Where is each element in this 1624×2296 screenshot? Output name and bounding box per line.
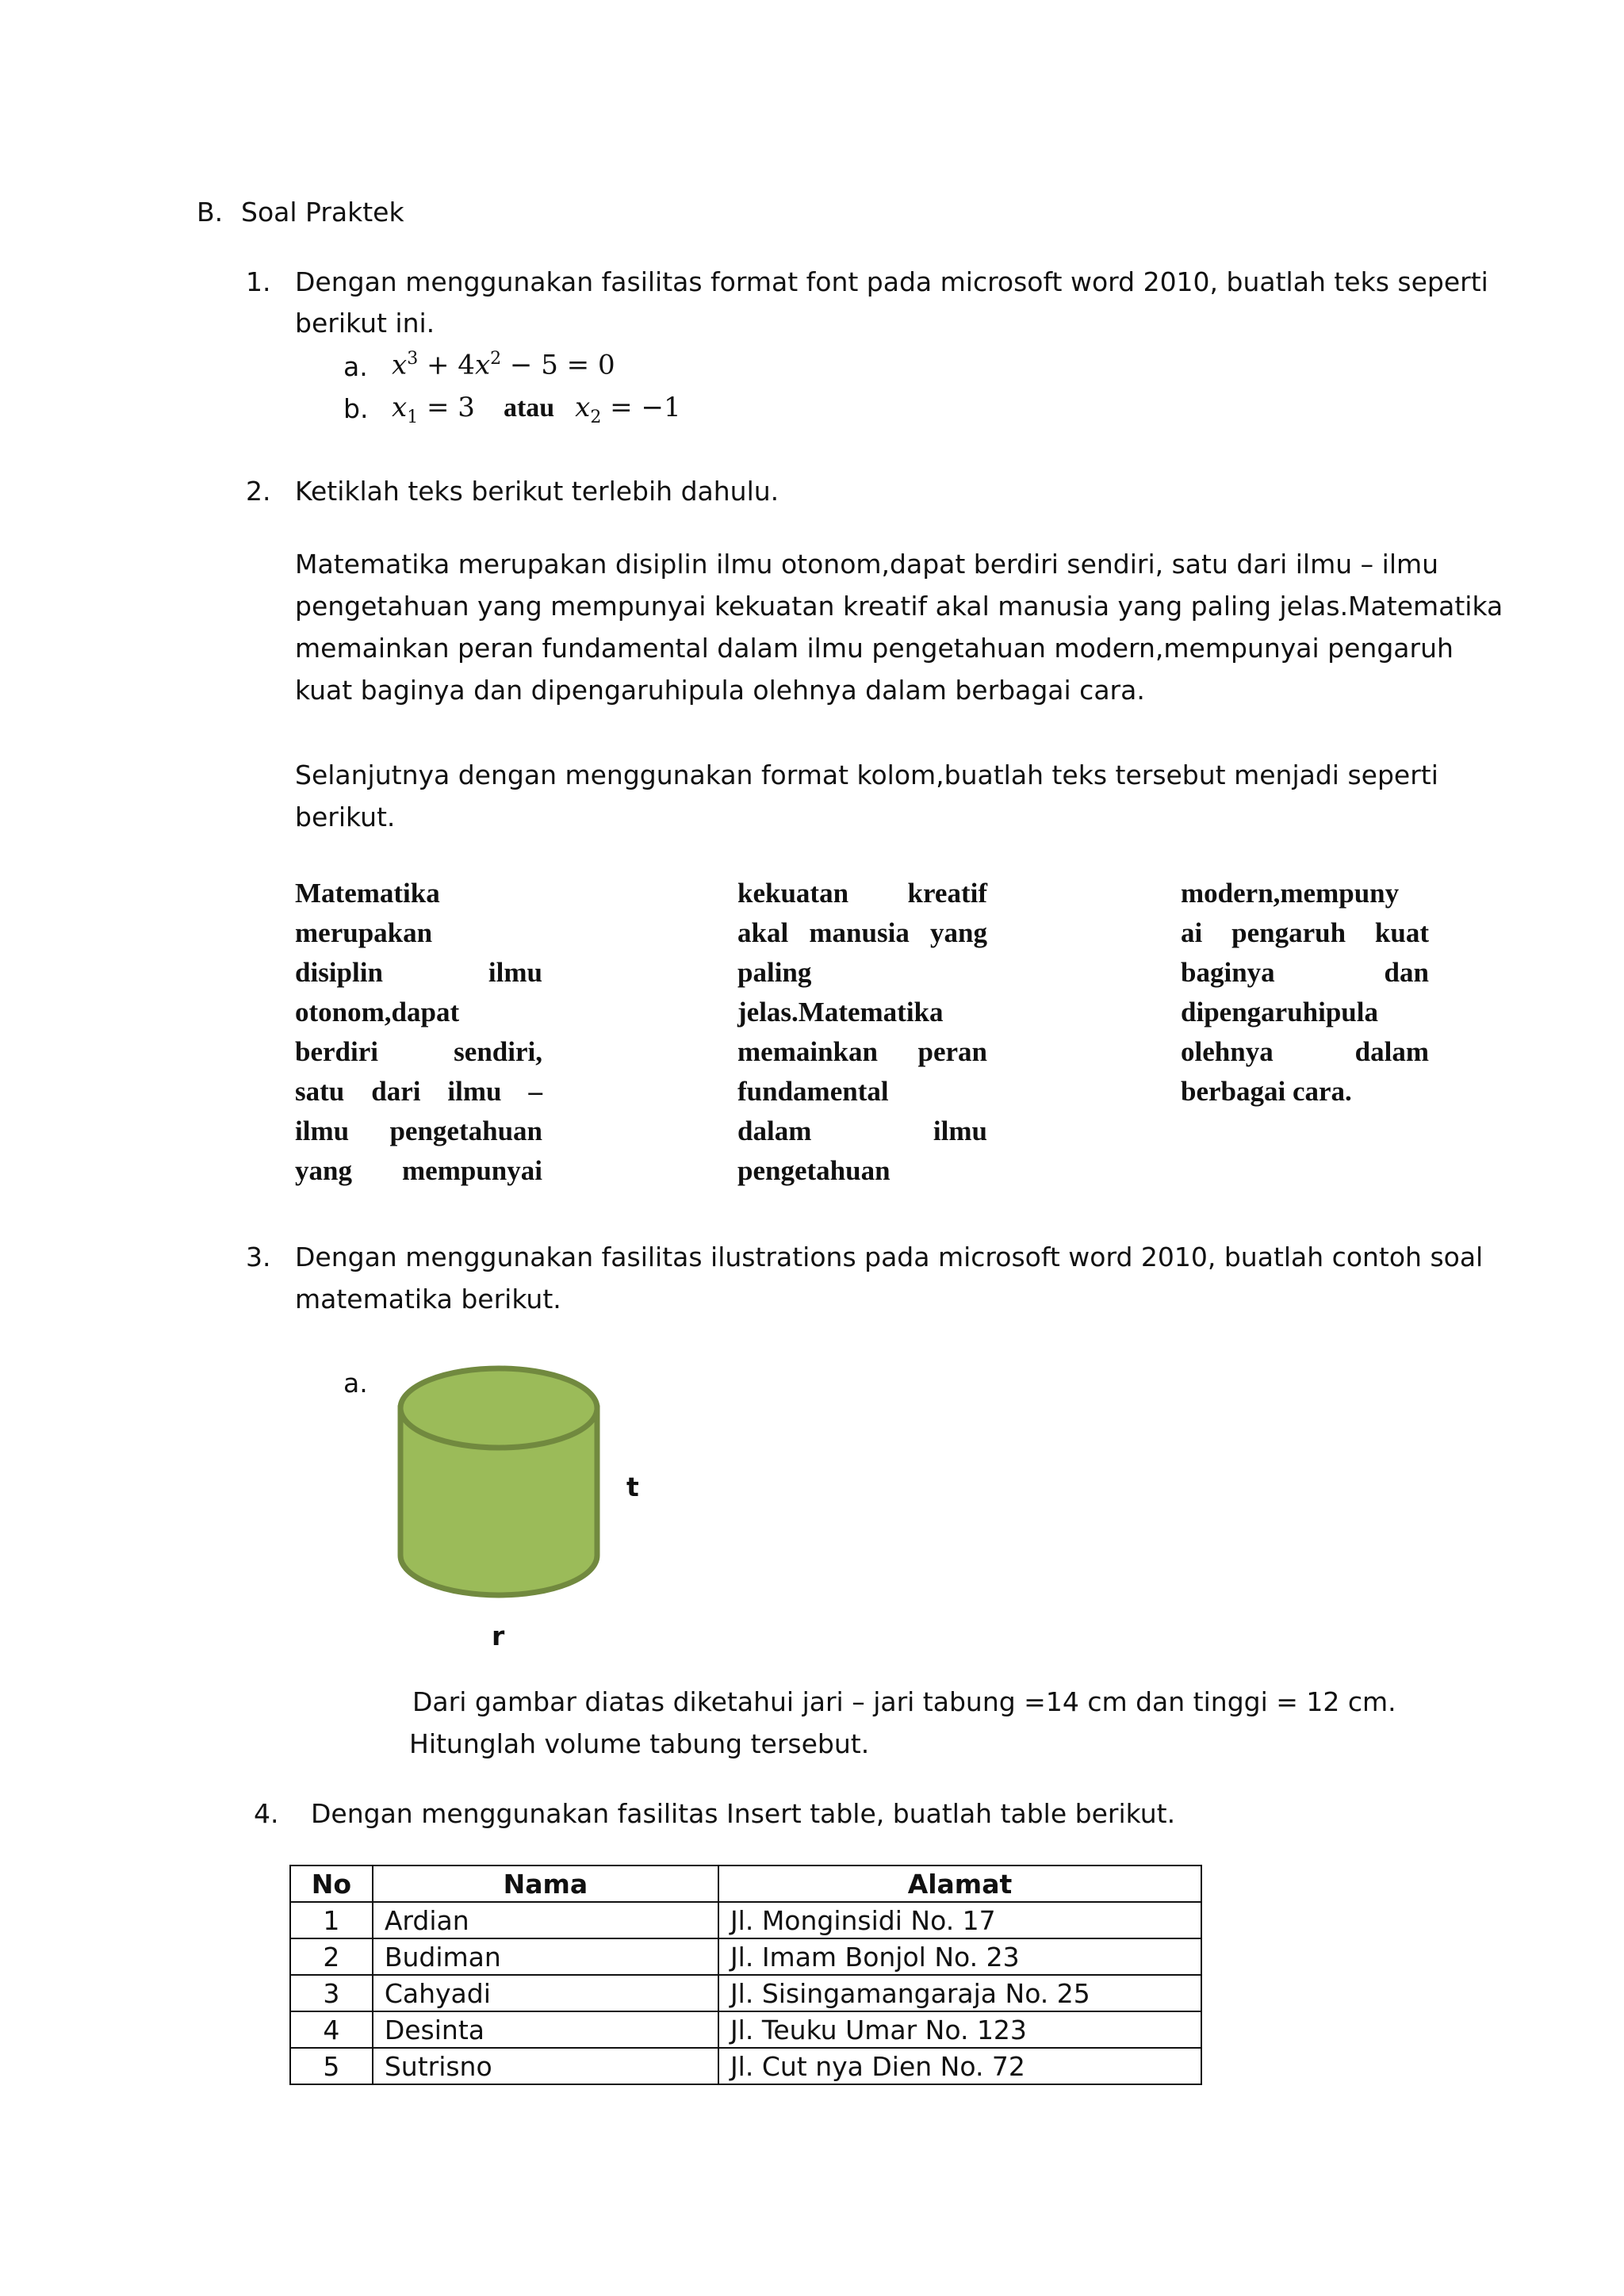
column-line: ilmu pengetahuan bbox=[295, 1115, 542, 1146]
q1-a-label: a. bbox=[343, 351, 368, 382]
label-r: r bbox=[492, 1621, 505, 1651]
cell-alamat: Jl. Cut nya Dien No. 72 bbox=[718, 2048, 1201, 2084]
column-line: jelas.Matematika bbox=[737, 997, 944, 1027]
header-nama: Nama bbox=[373, 1866, 718, 1902]
column-line: olehnya dalam bbox=[1181, 1036, 1429, 1067]
cell-no: 5 bbox=[290, 2048, 373, 2084]
column-line: yang mempunyai bbox=[295, 1155, 542, 1186]
cell-alamat: Jl. Monginsidi No. 17 bbox=[718, 1902, 1201, 1938]
cell-alamat: Jl. Imam Bonjol No. 23 bbox=[718, 1938, 1201, 1975]
cell-nama: Ardian bbox=[373, 1902, 718, 1938]
cell-no: 3 bbox=[290, 1975, 373, 2011]
column-1 bbox=[295, 874, 542, 1191]
address-table bbox=[289, 1865, 1202, 2085]
column-line: dipengaruhipula bbox=[1181, 997, 1378, 1027]
column-line: ai pengaruh kuat bbox=[1181, 917, 1429, 948]
table-row bbox=[290, 1975, 1201, 2011]
label-t: t bbox=[626, 1471, 639, 1502]
cell-nama: Cahyadi bbox=[373, 1975, 718, 2011]
cell-nama: Desinta bbox=[373, 2011, 718, 2048]
column-3 bbox=[1181, 874, 1429, 1112]
column-line: merupakan bbox=[295, 917, 433, 948]
q2-para-line-1: Matematika merupakan disiplin ilmu otonom,dapat berdiri sendiri, satu dari ilmu – ilmu bbox=[295, 549, 1439, 580]
column-line: berbagai cara. bbox=[1181, 1076, 1352, 1107]
q2-number: 2. bbox=[246, 476, 271, 507]
section-marker: B. bbox=[197, 197, 224, 228]
q1-equation-b: $x_1 = 3$ atau $x_2 = -1$ bbox=[392, 392, 681, 427]
column-2 bbox=[737, 874, 987, 1191]
q3-line-1: Dengan menggunakan fasilitas ilustrations pada microsoft word 2010, buatlah contoh soal bbox=[295, 1242, 1484, 1272]
q3-desc-line-2: Hitunglah volume tabung tersebut. bbox=[409, 1728, 870, 1759]
q1-number: 1. bbox=[246, 266, 271, 297]
column-line: paling bbox=[737, 957, 812, 988]
column-line: otonom,dapat bbox=[295, 997, 460, 1027]
cell-no: 2 bbox=[290, 1938, 373, 1975]
q1-equation-a: $x^3 + 4x^2 - 5 = 0$ bbox=[392, 349, 615, 381]
column-line: modern,mempuny bbox=[1181, 878, 1400, 909]
q4-text: Dengan menggunakan fasilitas Insert table, buatlah table berikut. bbox=[311, 1798, 1176, 1829]
cylinder-top bbox=[400, 1368, 597, 1448]
cell-no: 4 bbox=[290, 2011, 373, 2048]
column-line: berdiri sendiri, bbox=[295, 1036, 542, 1067]
q2-para-line-4: kuat baginya dan dipengaruhipula olehnya dalam berbagai cara. bbox=[295, 675, 1145, 706]
cell-alamat: Jl. Sisingamangaraja No. 25 bbox=[718, 1975, 1201, 2011]
q2-next-line-1: Selanjutnya dengan menggunakan format kolom,buatlah teks tersebut menjadi seperti bbox=[295, 760, 1438, 790]
header-no: No bbox=[290, 1866, 373, 1902]
column-line: satu dari ilmu – bbox=[295, 1076, 542, 1107]
column-line: akal manusia yang bbox=[737, 917, 987, 948]
column-line: fundamental bbox=[737, 1076, 889, 1107]
cell-nama: Budiman bbox=[373, 1938, 718, 1975]
q3-a-label: a. bbox=[343, 1368, 368, 1399]
table-row bbox=[290, 1938, 1201, 1975]
header-alamat: Alamat bbox=[718, 1866, 1201, 1902]
column-line: kekuatan kreatif bbox=[737, 878, 987, 909]
cell-alamat: Jl. Teuku Umar No. 123 bbox=[718, 2011, 1201, 2048]
q1-b-label: b. bbox=[343, 393, 369, 424]
q2-next-line-2: berikut. bbox=[295, 802, 396, 832]
table-header-row bbox=[290, 1866, 1201, 1902]
cell-no: 1 bbox=[290, 1902, 373, 1938]
cell-nama: Sutrisno bbox=[373, 2048, 718, 2084]
q3-line-2: matematika berikut. bbox=[295, 1284, 561, 1314]
column-line: baginya dan bbox=[1181, 957, 1429, 988]
q3-desc-line-1: Dari gambar diatas diketahui jari – jari tabung =14 cm dan tinggi = 12 cm. bbox=[412, 1686, 1396, 1717]
table-row bbox=[290, 2011, 1201, 2048]
q1-line-1: Dengan menggunakan fasilitas format font pada microsoft word 2010, buatlah teks seperti bbox=[295, 266, 1488, 297]
q2-intro: Ketiklah teks berikut terlebih dahulu. bbox=[295, 476, 779, 507]
section-title: Soal Praktek bbox=[241, 197, 404, 228]
q2-para-line-2: pengetahuan yang mempunyai kekuatan kreatif akal manusia yang paling jelas.Matematika bbox=[295, 591, 1503, 622]
q1-line-2: berikut ini. bbox=[295, 308, 435, 339]
q4-number: 4. bbox=[254, 1798, 279, 1829]
column-line: dalam ilmu bbox=[737, 1115, 987, 1146]
column-line: disiplin ilmu bbox=[295, 957, 542, 988]
table-row bbox=[290, 1902, 1201, 1938]
q2-para-line-3: memainkan peran fundamental dalam ilmu pengetahuan modern,mempunyai pengaruh bbox=[295, 633, 1454, 664]
column-line: Matematika bbox=[295, 878, 440, 909]
cylinder-figure bbox=[393, 1360, 604, 1605]
column-line: memainkan peran bbox=[737, 1036, 987, 1067]
q3-number: 3. bbox=[246, 1242, 271, 1272]
column-line: pengetahuan bbox=[737, 1155, 891, 1186]
table-row bbox=[290, 2048, 1201, 2084]
